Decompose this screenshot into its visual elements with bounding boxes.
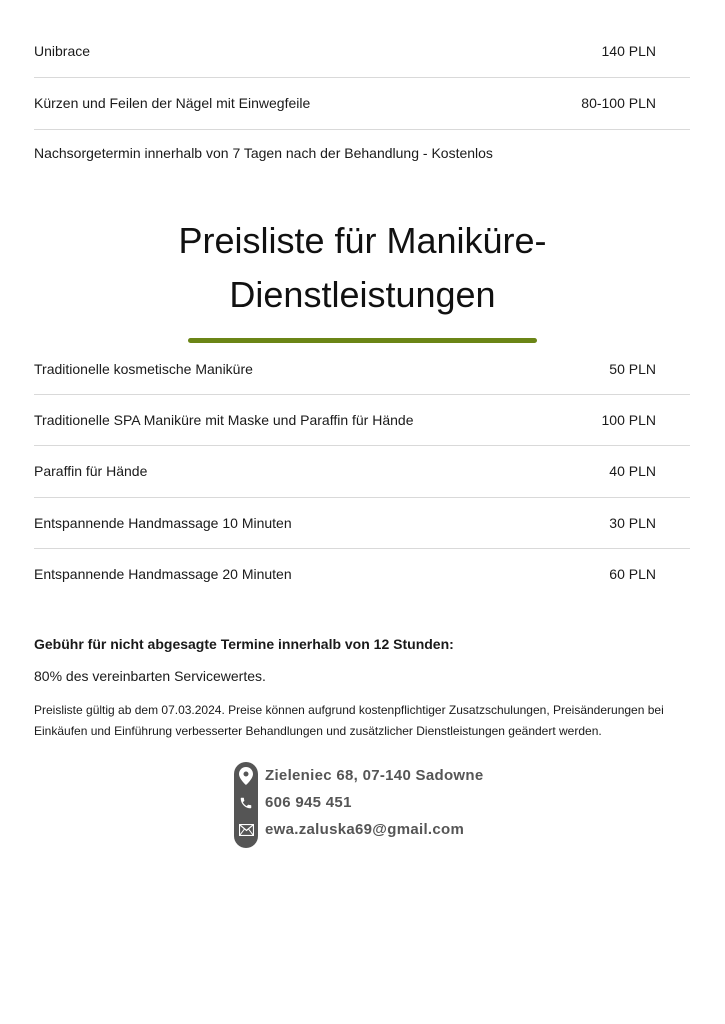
list-item (34, 25, 690, 76)
section-title-line2: Dienstleistungen (229, 274, 496, 315)
envelope-icon (234, 818, 258, 842)
service-label: Entspannende Handmassage 10 Minuten (34, 514, 292, 531)
service-label: Entspannende Handmassage 20 Minuten (34, 565, 292, 582)
divider (34, 129, 690, 130)
service-label: Unibrace (34, 42, 91, 59)
service-label: Traditionelle SPA Maniküre mit Maske und Paraffin für Hände (34, 411, 414, 428)
service-price: 80-100 PLN (581, 94, 656, 111)
service-label: Traditionelle kosmetische Maniküre (34, 360, 253, 377)
validity-note (34, 700, 684, 742)
validity-line1: Preisliste gültig ab dem 07.03.2024. Preise können aufgrund kostenpflichtiger Zusatzschulungen, Preisänderungen bei (34, 703, 664, 717)
list-item (34, 343, 690, 394)
service-price: 50 PLN (609, 360, 656, 377)
phone-icon (234, 791, 258, 815)
list-item (34, 445, 690, 496)
service-label: Kürzen und Feilen der Nägel mit Einwegfeile (34, 94, 311, 111)
contact-phone: 606 945 451 (265, 794, 352, 811)
list-item (34, 394, 690, 445)
validity-line2: Einkäufen und Einführung verbesserter Behandlungen und zusätzlicher Dienstleistungen geändert werden. (34, 724, 602, 738)
service-price: 100 PLN (601, 411, 656, 428)
list-item (34, 77, 690, 128)
service-price: 140 PLN (601, 42, 656, 59)
section-title-line1: Preisliste für Maniküre- (178, 220, 547, 261)
service-label: Paraffin für Hände (34, 462, 148, 479)
location-pin-icon (234, 764, 258, 788)
fee-heading: Gebühr für nicht abgesagte Termine innerhalb von 12 Stunden: (34, 636, 454, 652)
service-price: 40 PLN (609, 462, 656, 479)
fee-text: 80% des vereinbarten Servicewertes. (34, 668, 266, 684)
section-title (0, 214, 725, 322)
list-item (34, 548, 690, 599)
service-price: 60 PLN (609, 565, 656, 582)
service-price: 30 PLN (609, 514, 656, 531)
contact-address: Zieleniec 68, 07-140 Sadowne (265, 767, 484, 784)
aftercare-note: Nachsorgetermin innerhalb von 7 Tagen nach der Behandlung - Kostenlos (34, 145, 493, 161)
contact-email: ewa.zaluska69@gmail.com (265, 821, 465, 838)
list-item (34, 497, 690, 548)
